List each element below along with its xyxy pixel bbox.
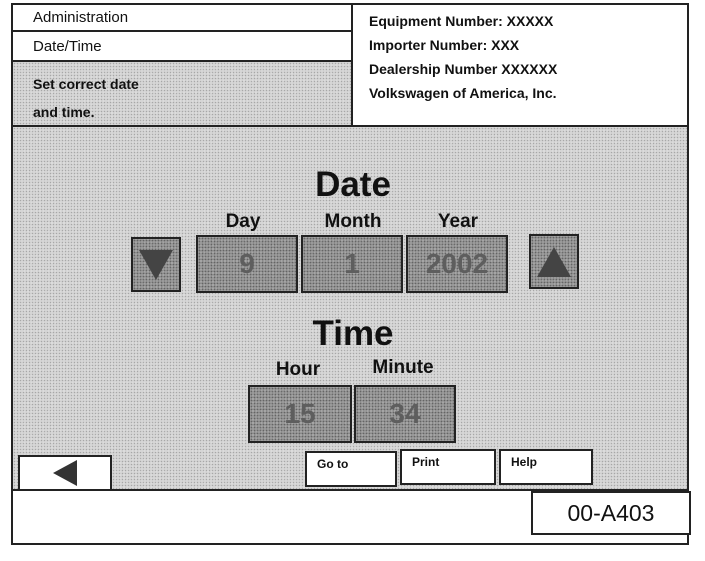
minute-field[interactable] xyxy=(354,385,456,443)
back-button[interactable] xyxy=(18,455,112,491)
year-label: Year xyxy=(437,211,479,232)
minute-label: Minute xyxy=(372,357,434,378)
importer-number: Importer Number: XXX xyxy=(369,37,520,53)
year-field[interactable] xyxy=(406,235,508,293)
day-label: Day xyxy=(225,211,261,232)
header-nav-panel xyxy=(13,5,353,127)
month-value: 1 xyxy=(344,248,360,279)
equipment-info-panel xyxy=(353,5,687,127)
help-button[interactable] xyxy=(499,449,593,485)
equipment-number: Equipment Number: XXXXX xyxy=(369,13,554,29)
decrement-button[interactable] xyxy=(131,237,181,292)
company-name: Volkswagen of America, Inc. xyxy=(369,85,557,101)
goto-button[interactable] xyxy=(305,451,397,487)
minute-value: 34 xyxy=(389,398,421,429)
month-label: Month xyxy=(324,211,382,232)
dealership-number: Dealership Number XXXXXX xyxy=(369,61,558,77)
day-field[interactable] xyxy=(196,235,298,293)
figure-code-label: 00-A403 xyxy=(531,491,691,535)
print-button[interactable] xyxy=(400,449,496,485)
day-value: 9 xyxy=(239,248,255,279)
month-field[interactable] xyxy=(301,235,403,293)
instruction-line-2: and time. xyxy=(33,104,95,120)
hour-value: 15 xyxy=(284,398,316,429)
time-heading: Time xyxy=(312,314,394,353)
breadcrumb-administration[interactable] xyxy=(13,5,351,32)
year-value: 2002 xyxy=(425,248,489,279)
triangle-down-icon xyxy=(139,250,173,280)
triangle-left-icon xyxy=(53,460,77,486)
instruction-text xyxy=(13,62,351,125)
date-heading: Date xyxy=(315,165,391,204)
main-content xyxy=(13,127,687,489)
help-label: Help xyxy=(511,455,538,469)
increment-button[interactable] xyxy=(529,234,579,289)
breadcrumb-date-time[interactable] xyxy=(13,32,351,62)
screen-frame xyxy=(11,3,689,545)
hour-label: Hour xyxy=(275,359,321,380)
instruction-line-1: Set correct date xyxy=(33,76,139,92)
print-label: Print xyxy=(412,455,440,469)
breadcrumb-date-time-label: Date/Time xyxy=(33,37,102,55)
goto-label: Go to xyxy=(317,457,349,471)
hour-field[interactable] xyxy=(248,385,352,443)
triangle-up-icon xyxy=(537,247,571,277)
breadcrumb-administration-label: Administration xyxy=(33,9,129,26)
